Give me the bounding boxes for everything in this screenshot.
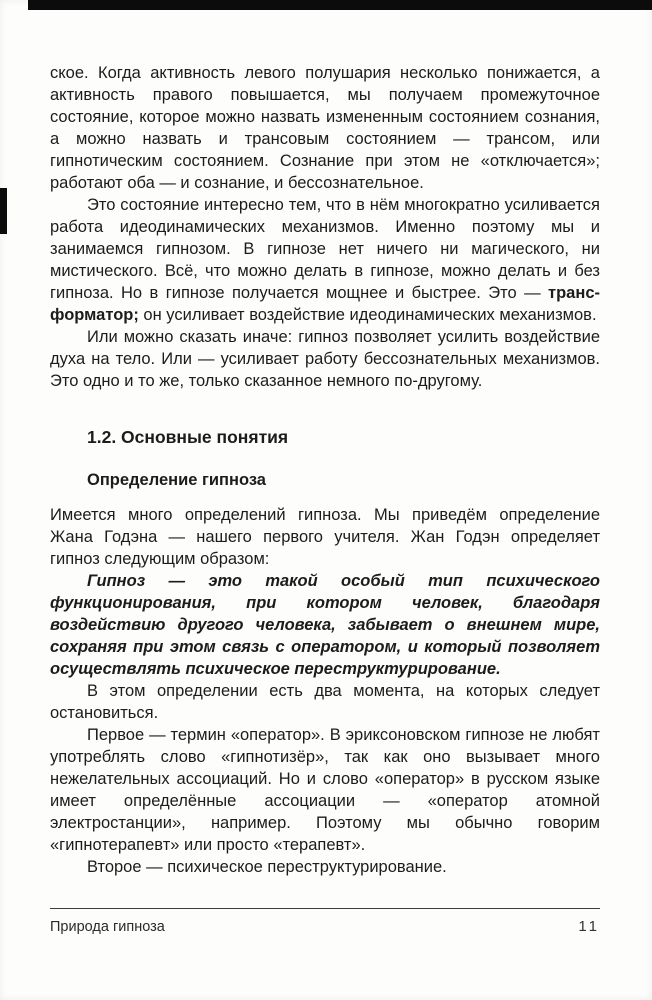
- paragraph: Имеется много определений гипноза. Мы приведём определение Жана Годэна — нашего первого учителя. Жан Годэн определяет гипноз следующим образом:: [50, 506, 600, 568]
- bold-term: транс-форматор;: [50, 284, 600, 324]
- paragraph: [50, 194, 600, 326]
- top-ink-bar: [28, 0, 652, 10]
- running-footer-title: Природа гипноза: [50, 919, 165, 935]
- paragraph: В этом определении есть два момента, на которых следует остановиться.: [50, 682, 600, 722]
- paragraph: Или можно сказать иначе: гипноз позволяет усилить воздействие духа на тело. Или — усиливает работу бессознательных механизмов. Это одно и то же, только сказанное немного по-другому.: [50, 328, 600, 390]
- page-number: 11: [578, 918, 600, 935]
- page-footer: [50, 908, 600, 935]
- paragraph-continuation: ское. Когда активность левого полушария несколько понижается, а активность правого повышается, мы получаем промежуточное состояние, которое можно назвать измененным состоянием сознания, а можно назвать и трансовым состоянием — трансом, или гипнотическим состоянием. Сознание при этом не «отключается»; работают оба — и сознание, и бессознательное.: [50, 64, 600, 192]
- definition-quote: Гипноз — это такой особый тип психического функционирования, при котором человек, благодаря воздействию другого человека, забывает о внешнем мире, сохраняя при этом связь с оператором, и который позволяет осуществлять психическое переструктурирование.: [50, 572, 600, 678]
- section-heading: 1.2. Основные понятия: [87, 427, 289, 447]
- subsection-heading: Определение гипноза: [87, 471, 266, 489]
- paragraph: Первое — термин «оператор». В эриксоновском гипнозе не любят употреблять слово «гипнотизёр», так как оно вызывает много нежелательных ассоциаций. Но и слово «оператор» в русском языке имеет определённые ассоциации — «оператор атомной электростанции», например. Поэтому мы обычно говорим «гипнотерапевт» или просто «терапевт».: [50, 726, 600, 854]
- paragraph-text: он усиливает воздействие идеодинамических механизмов.: [138, 306, 597, 324]
- paragraph: Второе — психическое переструктурирование.: [87, 858, 447, 876]
- left-edge-ink-mark: [0, 188, 7, 234]
- page-content: [50, 62, 600, 878]
- paragraph-text: Это состояние интересно тем, что в нём многократно усиливается работа идеодинамических механизмов. Именно поэтому мы и занимаемся гипнозом. В гипнозе нет ничего ни магического, ни мистического. Всё, что можно делать в гипнозе, можно делать и без гипноза. Но в гипнозе получается мощнее и быстрее. Это —: [50, 196, 600, 302]
